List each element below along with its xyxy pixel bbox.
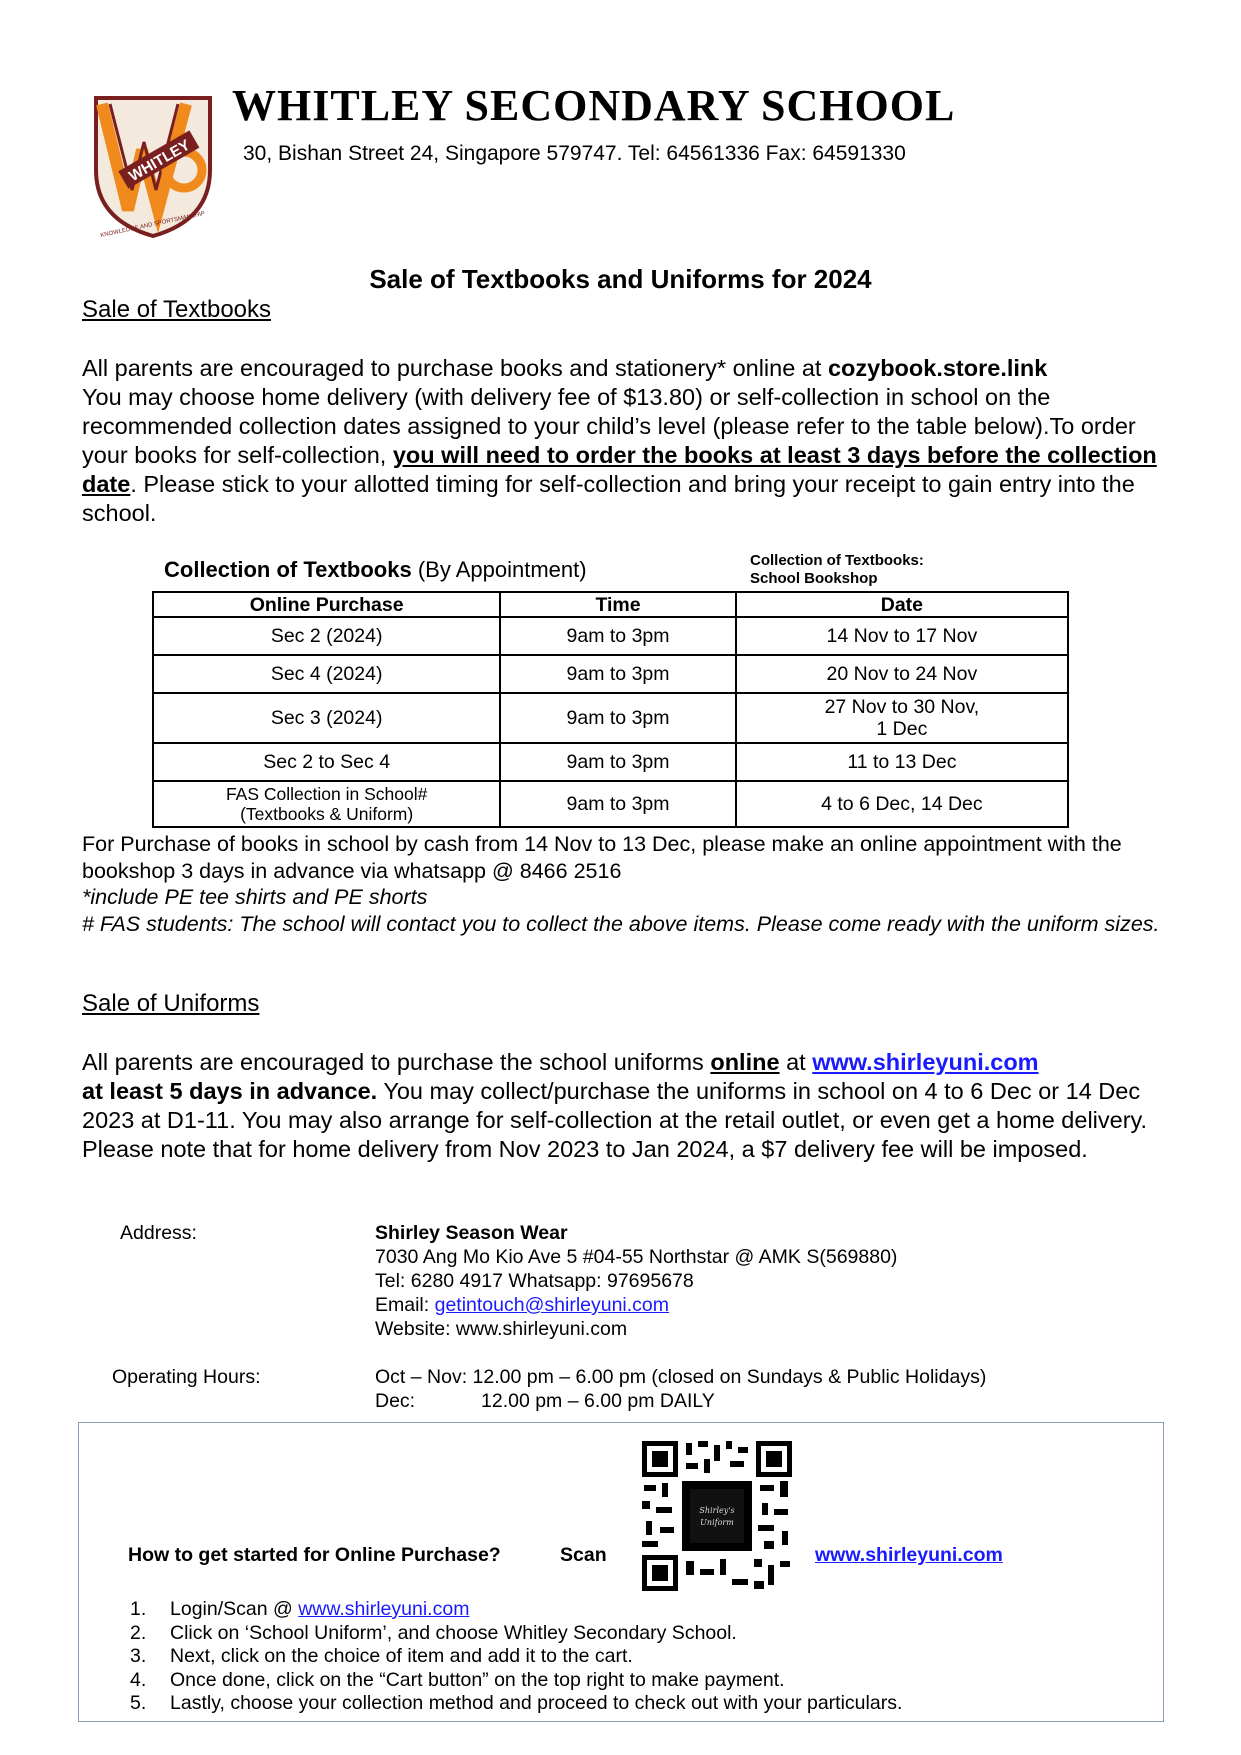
hours-line-2-label: Dec: [375, 1390, 416, 1412]
table-cell: 20 Nov to 24 Nov [736, 655, 1068, 693]
hours-line-1: Oct – Nov: 12.00 pm – 6.00 pm (closed on Sundays & Public Holidays) [375, 1366, 987, 1388]
order-deadline-emphasis: you will need to order the books at least 3 days before the collection date [82, 442, 1157, 497]
hours-line-2: 12.00 pm – 6.00 pm DAILY [481, 1390, 715, 1412]
table-cell: 9am to 3pm [500, 617, 735, 655]
table-row [153, 655, 1068, 693]
qr-code[interactable] [642, 1441, 792, 1591]
table-cell: FAS Collection in School# (Textbooks & Uniform) [153, 781, 500, 827]
table-cell: Sec 3 (2024) [153, 693, 500, 743]
table-cell: 11 to 13 Dec [736, 743, 1068, 781]
textbooks-paragraph: All parents are encouraged to purchase books and stationery* online at cozybook.store.link You may choose home delivery (with delivery fee of $13.80) or self-collection in school on the recommended collection dates assigned to your child’s level (please refer to the table below).To order your books for self-collection, you will need to order the books at least 3 days before the collection date. Please stick to your allotted timing for self-collection and bring your receipt to gain entry into the school. [82, 355, 1157, 526]
fas-note: # FAS students: The school will contact you to collect the above items. Please come ready with the uniform sizes. [82, 911, 1160, 936]
textbook-collection-table [152, 591, 1069, 828]
how-to-heading: How to get started for Online Purchase? [128, 1544, 501, 1566]
qr-label-2: Uniform [700, 1518, 734, 1527]
list-item: 2. Click on ‘School Uniform’, and choose Whitley Secondary School. [130, 1621, 737, 1644]
table-row [153, 617, 1068, 655]
table-row [153, 743, 1068, 781]
table-header-row [153, 592, 1068, 617]
col-header-online-purchase: Online Purchase [153, 592, 500, 617]
col-header-date: Date [736, 592, 1068, 617]
logo-motto: KNOWLEDGE AND SPORTSMANSHIP [100, 211, 206, 240]
school-name: WHITLEY SECONDARY SCHOOL [232, 81, 956, 130]
list-item: 5. Lastly, choose your collection method and proceed to check out with your particulars. [130, 1692, 903, 1715]
textbook-notes [82, 831, 1172, 937]
school-address: 30, Bishan Street 24, Singapore 579747. Tel: 64561336 Fax: 64591330 [243, 142, 906, 165]
list-item: 1. Login/Scan @ www.shirleyuni.com [130, 1598, 470, 1620]
col-header-time: Time [500, 592, 735, 617]
step-link[interactable]: www.shirleyuni.com [298, 1598, 470, 1620]
logo-text: WHITLEY [126, 136, 194, 186]
uniforms-heading: Sale of Uniforms [82, 990, 260, 1017]
table-caption: Collection of Textbooks (By Appointment) [164, 557, 587, 582]
table-cell: Sec 2 to Sec 4 [153, 743, 500, 781]
table-cell: 9am to 3pm [500, 743, 735, 781]
list-item: 4. Once done, click on the “Cart button” on the top right to make payment. [130, 1668, 785, 1691]
table-cell: 9am to 3pm [500, 693, 735, 743]
hours-label: Operating Hours: [112, 1366, 261, 1388]
qr-label-1: Shirley's [699, 1506, 735, 1515]
shop-street: 7030 Ang Mo Kio Ave 5 #04-55 Northstar @ AMK S(569880) [375, 1246, 898, 1268]
shop-name: Shirley Season Wear [375, 1222, 568, 1244]
table-cell: 4 to 6 Dec, 14 Dec [736, 781, 1068, 827]
shirleyuni-link[interactable]: www.shirleyuni.com [812, 1049, 1039, 1075]
cozybook-link[interactable]: cozybook.store.link [827, 355, 1048, 381]
address-label: Address: [120, 1222, 197, 1244]
school-logo [88, 90, 218, 240]
box-shirleyuni-link[interactable]: www.shirleyuni.com [815, 1544, 1003, 1566]
pe-attire-note: *include PE tee shirts and PE shorts [82, 885, 428, 909]
shop-address-block: Shirley Season Wear 7030 Ang Mo Kio Ave 5 #04-55 Northstar @ AMK S(569880) Tel: 6280 4917 Whatsapp: 97695678 Email: getintouch@shirleyuni.com Website: www.shirleyuni.com [375, 1222, 898, 1340]
table-cell: 27 Nov to 30 Nov, 1 Dec [736, 693, 1068, 743]
table-cell: Sec 4 (2024) [153, 655, 500, 693]
shop-website: Website: www.shirleyuni.com [375, 1318, 628, 1340]
shop-tel: Tel: 6280 4917 Whatsapp: 97695678 [375, 1270, 694, 1292]
table-cell: 9am to 3pm [500, 781, 735, 827]
uniforms-paragraph: All parents are encouraged to purchase the school uniforms online at www.shirleyuni.com at least 5 days in advance. You may collect/purchase the uniforms in school on 4 to 6 Dec or 14 Dec 2023 at D1-11. You may also arrange for self-collection at the retail outlet, or even get a home delivery. Please note that for home delivery from Nov 2023 to Jan 2024, a $7 delivery fee will be imposed. [82, 1049, 1148, 1162]
list-item: 3. Next, click on the choice of item and add it to the cart. [130, 1645, 633, 1668]
table-cell: 9am to 3pm [500, 655, 735, 693]
table-caption-bookshop: Collection of Textbooks: School Bookshop [750, 552, 924, 587]
table-cell: 14 Nov to 17 Nov [736, 617, 1068, 655]
table-cell: Sec 2 (2024) [153, 617, 500, 655]
table-row [153, 781, 1068, 827]
page-title: Sale of Textbooks and Uniforms for 2024 [369, 264, 872, 294]
cash-purchase-note: For Purchase of books in school by cash from 14 Nov to 13 Dec, please make an online appointment with the bookshop 3 days in advance via whatsapp @ 8466 2516 [82, 832, 1122, 883]
table-row [153, 693, 1068, 743]
shop-email-link[interactable]: getintouch@shirleyuni.com [434, 1294, 670, 1316]
steps-list [130, 1598, 902, 1716]
textbooks-heading: Sale of Textbooks [82, 296, 272, 323]
scan-label: Scan [560, 1544, 607, 1566]
